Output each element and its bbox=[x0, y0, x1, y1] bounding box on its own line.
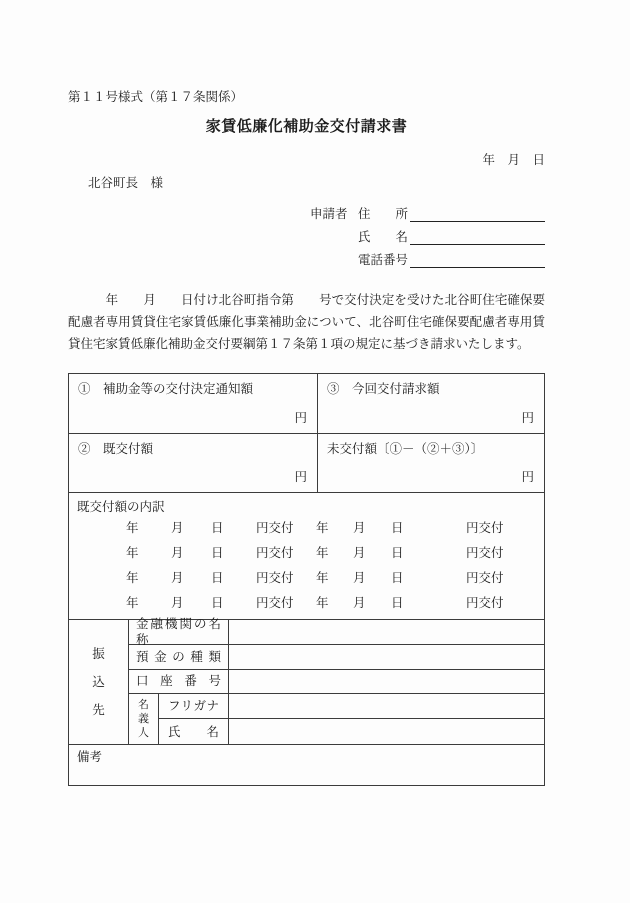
remarks-cell bbox=[69, 744, 544, 785]
breakdown-title: 既交付額の内訳 bbox=[77, 500, 165, 515]
deposit-type-label-cell bbox=[129, 645, 229, 669]
breakdown-row bbox=[69, 591, 544, 616]
cell-current-request bbox=[318, 374, 544, 433]
paid-amount-label: ② 既交付額 bbox=[78, 442, 154, 457]
bank-institution-label-cell bbox=[129, 617, 229, 648]
account-number-label: 口座番号 bbox=[136, 674, 221, 689]
furigana-label: フリガナ bbox=[168, 699, 219, 714]
holder-name-label: 氏名 bbox=[168, 724, 219, 739]
breakdown-label: 円交付 bbox=[466, 595, 504, 610]
breakdown-label: 円交付 bbox=[466, 520, 504, 535]
breakdown-label: 年 bbox=[316, 545, 329, 560]
bank-institution-row bbox=[129, 617, 544, 648]
breakdown-label: 年 bbox=[126, 545, 139, 560]
breakdown-label: 月 bbox=[171, 570, 184, 585]
breakdown-label: 年 bbox=[316, 520, 329, 535]
name-label: 氏名 bbox=[358, 230, 408, 244]
breakdown-label: 月 bbox=[353, 520, 366, 535]
address-label: 住所 bbox=[358, 207, 408, 221]
breakdown-label: 年 bbox=[316, 595, 329, 610]
bank-transfer-section bbox=[69, 619, 544, 744]
deposit-type-value-cell bbox=[229, 645, 544, 669]
holder-label-cell bbox=[129, 694, 159, 744]
bank-group-label-cell bbox=[69, 620, 129, 744]
phone-label: 電話番号 bbox=[358, 253, 409, 267]
current-request-label: ③ 今回交付請求額 bbox=[327, 382, 440, 397]
breakdown-label: 日 bbox=[391, 545, 404, 560]
request-paragraph: 年 月 日付け北谷町指令第 号で交付決定を受けた北谷町住宅確保要配慮者専用賃貸住宅家賃低廉化事業補助金について、北谷町住宅確保要配慮者専用賃貸住宅家賃低廉化補助金交付要綱第１７条第１項の規定に基づき請求いたします。 bbox=[68, 293, 545, 352]
breakdown-label: 年 bbox=[126, 520, 139, 535]
breakdown-label: 日 bbox=[391, 570, 404, 585]
unpaid-amount-unit: 円 bbox=[521, 470, 534, 484]
bank-institution-label: 金融機関の名称 bbox=[136, 617, 221, 648]
date-line: 年 月 日 bbox=[482, 152, 545, 167]
breakdown-label: 月 bbox=[353, 545, 366, 560]
deposit-type-label: 預金の種類 bbox=[136, 649, 221, 664]
breakdown-row bbox=[69, 516, 544, 541]
cell-paid-amount bbox=[69, 434, 318, 492]
breakdown-label: 円交付 bbox=[256, 520, 294, 535]
breakdown-section bbox=[69, 492, 544, 619]
breakdown-label: 日 bbox=[391, 595, 404, 610]
applicant-name-row bbox=[310, 222, 545, 245]
page-title: 家賃低廉化補助金交付請求書 bbox=[205, 119, 408, 136]
breakdown-label: 日 bbox=[211, 570, 224, 585]
applicant-block bbox=[310, 199, 545, 268]
amount-row-2 bbox=[69, 433, 544, 492]
holder-rows bbox=[159, 694, 544, 744]
breakdown-label: 円交付 bbox=[466, 570, 504, 585]
holder-name-value-cell bbox=[229, 719, 544, 744]
holder-name-row bbox=[159, 719, 544, 744]
paid-amount-unit: 円 bbox=[294, 470, 307, 484]
current-request-unit: 円 bbox=[521, 411, 534, 425]
remarks-label: 備考 bbox=[77, 750, 103, 765]
holder-label: 名義人 bbox=[138, 699, 149, 740]
breakdown-label: 月 bbox=[353, 570, 366, 585]
breakdown-label: 月 bbox=[353, 595, 366, 610]
breakdown-label: 日 bbox=[211, 545, 224, 560]
cell-decided-amount bbox=[69, 374, 318, 433]
breakdown-label: 年 bbox=[126, 570, 139, 585]
decided-amount-label: ① 補助金等の交付決定通知額 bbox=[78, 382, 254, 397]
furigana-label-cell bbox=[159, 694, 229, 718]
account-number-row bbox=[129, 670, 544, 695]
breakdown-label: 月 bbox=[171, 545, 184, 560]
breakdown-label: 円交付 bbox=[466, 545, 504, 560]
breakdown-label: 日 bbox=[391, 520, 404, 535]
account-number-value-cell bbox=[229, 670, 544, 694]
breakdown-label: 円交付 bbox=[256, 595, 294, 610]
address-field-line bbox=[410, 199, 545, 222]
holder-name-label-cell bbox=[159, 719, 229, 744]
breakdown-label: 円交付 bbox=[256, 570, 294, 585]
breakdown-label: 月 bbox=[171, 595, 184, 610]
applicant-address-row bbox=[310, 199, 545, 222]
breakdown-row bbox=[69, 566, 544, 591]
subsidy-table bbox=[68, 373, 545, 786]
account-holder-section bbox=[129, 694, 544, 744]
breakdown-label: 日 bbox=[211, 520, 224, 535]
bank-group-label: 振込先 bbox=[92, 647, 105, 718]
form-number: 第１１号様式（第１７条関係） bbox=[68, 90, 244, 104]
furigana-value-cell bbox=[229, 694, 544, 718]
cell-unpaid-amount bbox=[318, 434, 544, 492]
addressee: 北谷町長 様 bbox=[88, 176, 164, 190]
form-content bbox=[68, 0, 545, 786]
breakdown-row bbox=[69, 541, 544, 566]
account-number-label-cell bbox=[129, 670, 229, 694]
amount-row-1 bbox=[69, 374, 544, 433]
unpaid-amount-label: 未交付額〔①－（②＋③）〕 bbox=[327, 442, 484, 457]
bank-rows bbox=[129, 617, 544, 744]
breakdown-label: 日 bbox=[211, 595, 224, 610]
decided-amount-unit: 円 bbox=[294, 411, 307, 425]
furigana-row bbox=[159, 694, 544, 719]
breakdown-label: 年 bbox=[126, 595, 139, 610]
deposit-type-row bbox=[129, 645, 544, 670]
bank-institution-value-cell bbox=[229, 620, 544, 644]
breakdown-label: 年 bbox=[316, 570, 329, 585]
breakdown-label: 円交付 bbox=[256, 545, 294, 560]
breakdown-label: 月 bbox=[171, 520, 184, 535]
applicant-phone-row bbox=[310, 245, 545, 268]
phone-field-line bbox=[410, 245, 545, 268]
applicant-label: 申請者 bbox=[310, 207, 348, 221]
name-field-line bbox=[410, 222, 545, 245]
